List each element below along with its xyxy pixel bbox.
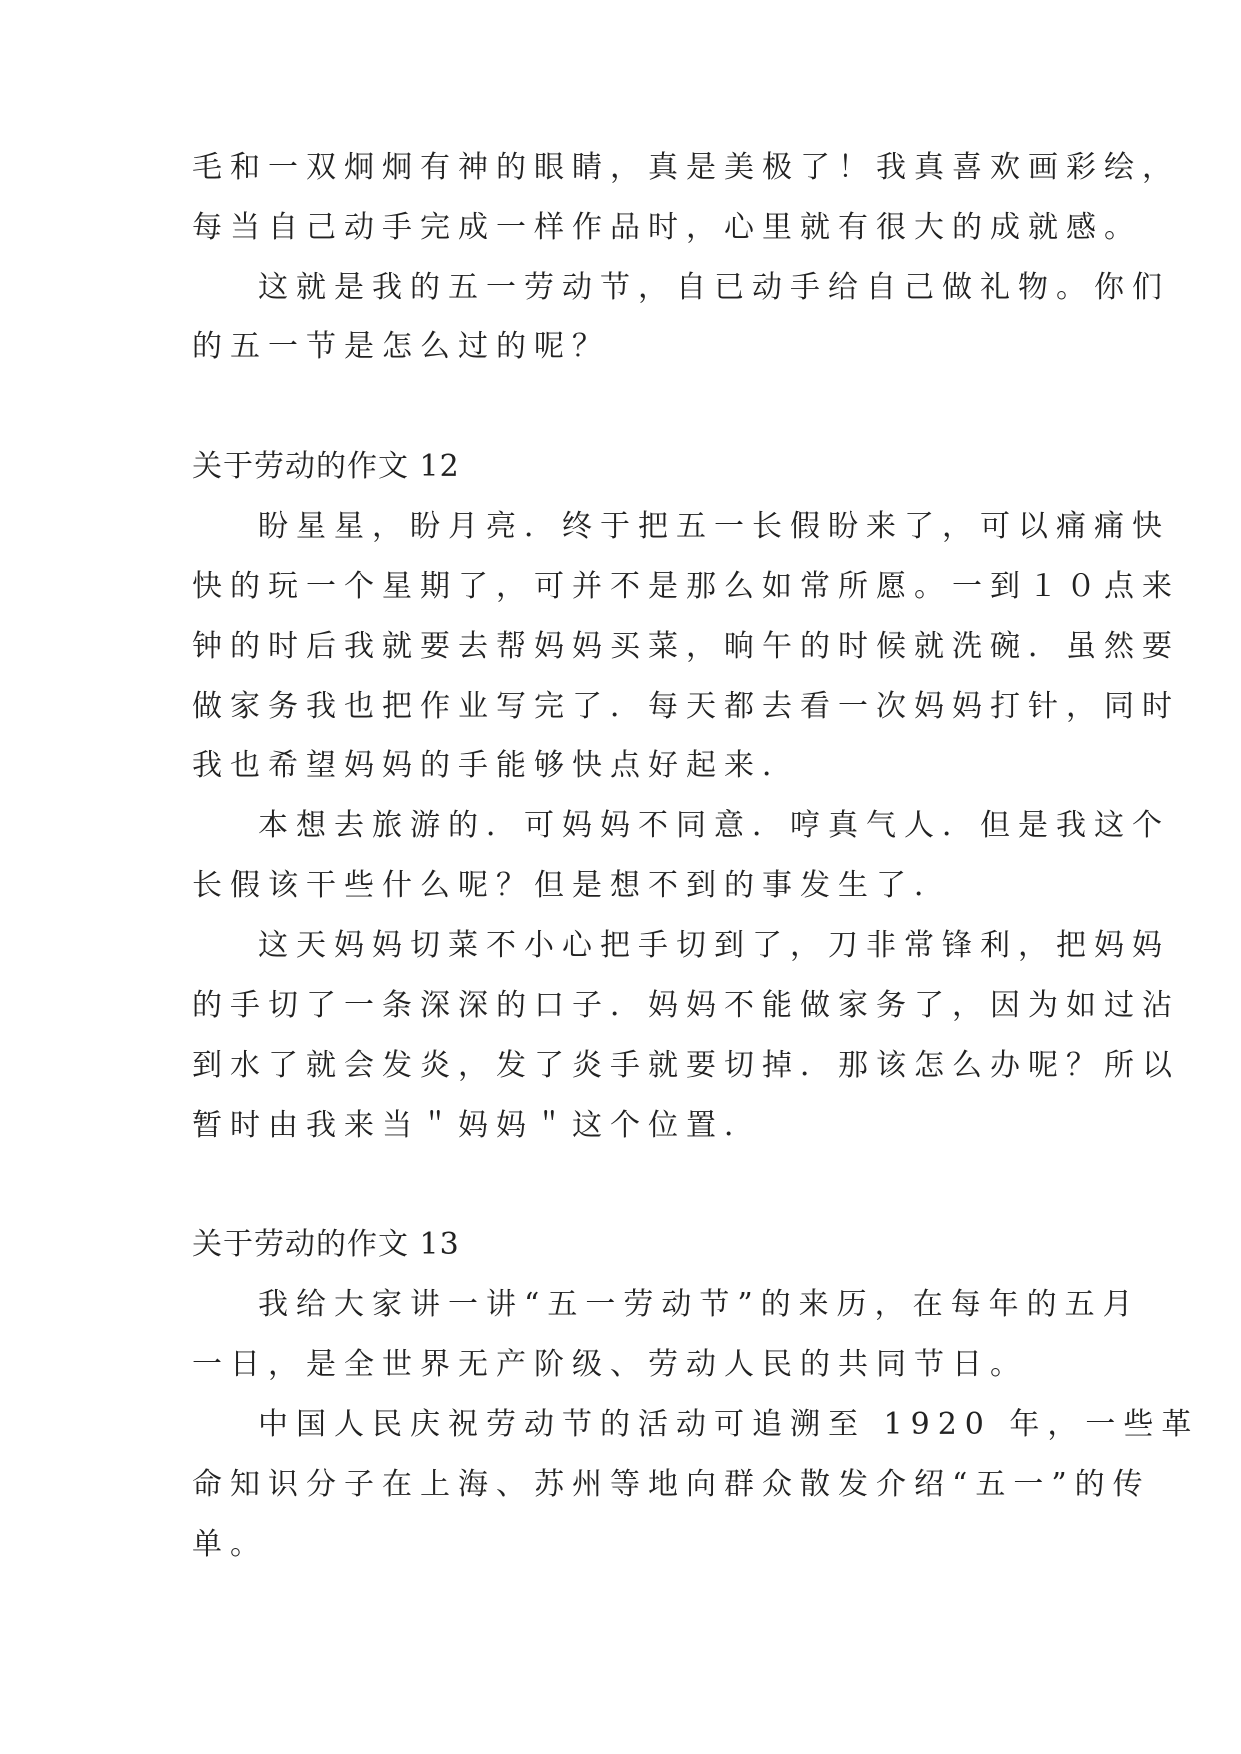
text-line: 中国人民庆祝劳动节的活动可追溯至 1920 年，一些革	[258, 1407, 1200, 1442]
text-line: 毛和一双炯炯有神的眼睛，真是美极了！我真喜欢画彩绘，	[192, 150, 1180, 185]
text-line: 每当自己动手完成一样作品时，心里就有很大的成就感。	[192, 210, 1142, 245]
text-line: 长假该干些什么呢？但是想不到的事发生了．	[192, 868, 952, 903]
text-line: 的五一节是怎么过的呢？	[192, 329, 610, 364]
text-line: 这就是我的五一劳动节，自已动手给自己做礼物。你们	[258, 270, 1170, 305]
section-heading: 关于劳动的作文 13	[192, 1227, 460, 1262]
text-line: 做家务我也把作业写完了．每天都去看一次妈妈打针，同时	[192, 689, 1180, 724]
text-line: 盼星星，盼月亮．终于把五一长假盼来了，可以痛痛快	[258, 509, 1170, 544]
text-line: 暂时由我来当＂妈妈＂这个位置．	[192, 1108, 762, 1143]
text-line: 到水了就会发炎，发了炎手就要切掉．那该怎么办呢？所以	[192, 1048, 1180, 1083]
section-heading: 关于劳动的作文 12	[192, 449, 460, 484]
text-line: 这天妈妈切菜不小心把手切到了，刀非常锋利，把妈妈	[258, 928, 1170, 963]
text-line: 我也希望妈妈的手能够快点好起来．	[192, 748, 800, 783]
text-line: 本想去旅游的．可妈妈不同意．哼真气人．但是我这个	[258, 808, 1170, 843]
text-line: 的手切了一条深深的口子．妈妈不能做家务了，因为如过沾	[192, 988, 1180, 1023]
text-line: 我给大家讲一讲“五一劳动节”的来历，在每年的五月	[258, 1287, 1141, 1322]
text-line: 命知识分子在上海、苏州等地向群众散发介绍“五一”的传	[192, 1467, 1151, 1502]
text-line: 单。	[192, 1527, 268, 1562]
text-line: 快的玩一个星期了，可并不是那么如常所愿。一到１０点来	[192, 569, 1180, 604]
text-line: 钟的时后我就要去帮妈妈买菜，晌午的时候就洗碗．虽然要	[192, 629, 1180, 664]
text-line: 一日，是全世界无产阶级、劳动人民的共同节日。	[192, 1347, 1028, 1382]
